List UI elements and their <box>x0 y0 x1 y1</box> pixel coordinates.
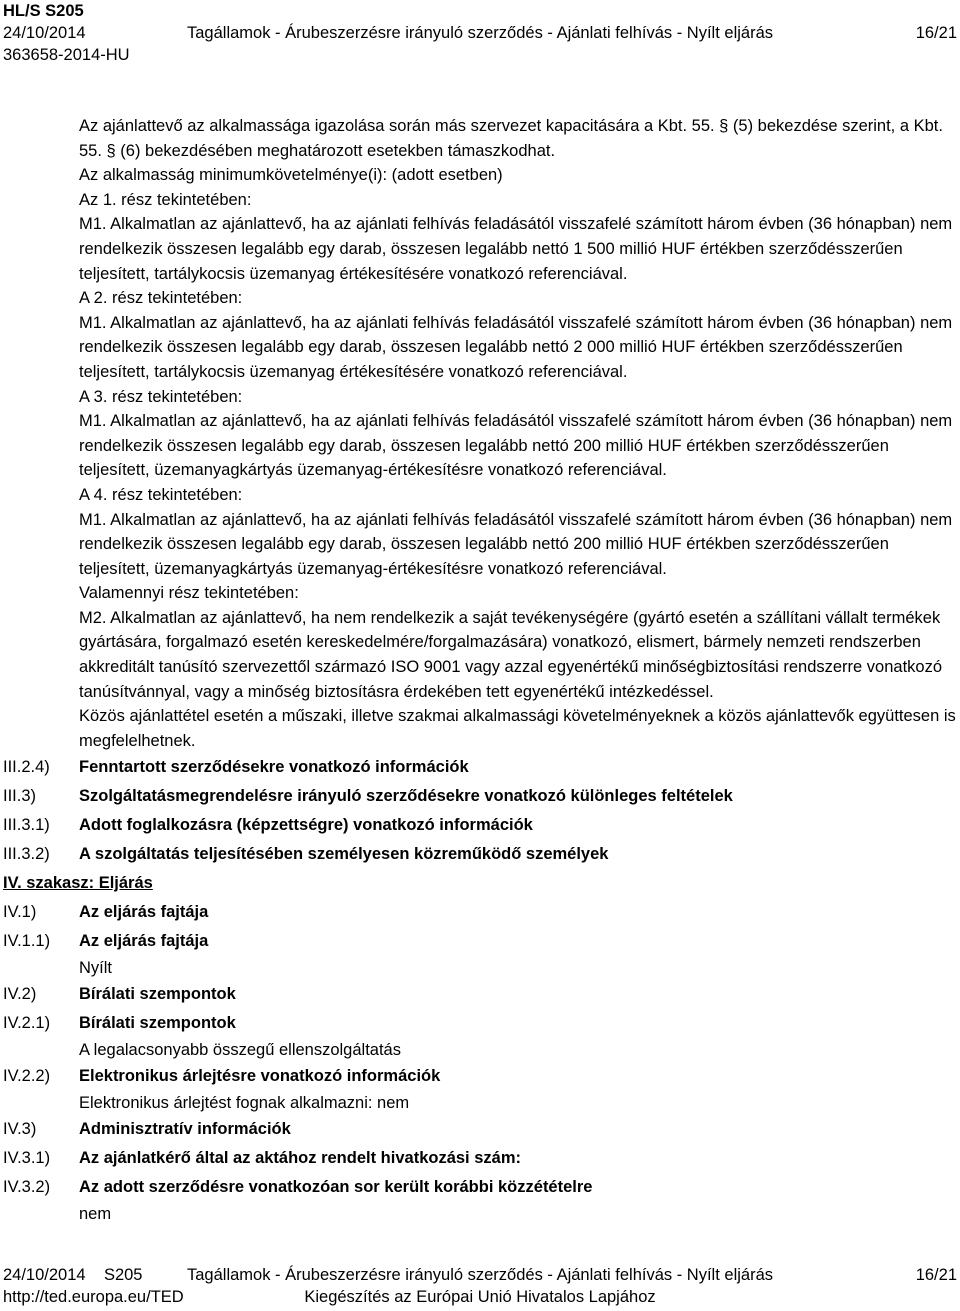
paragraph: Az 1. rész tekintetében: <box>79 190 252 209</box>
section-iv-2-2 <box>0 1062 960 1115</box>
header-date: 24/10/2014 <box>3 24 86 42</box>
paragraph: M1. Alkalmatlan az ajánlattevő, ha az ajánlati felhívás feladásától visszafelé számított három évben (36 hónapban) nem rendelkezik összesen legalább egy darab, összesen legalább nettó 2 000 millió HUF értékben szerződésszerűen teljesített, tartálykocsis üzemanyag értékesítésére vonatkozó referenciával. <box>79 313 953 381</box>
doc-id: HL/S S205 <box>3 2 84 20</box>
section-number: III.3.1) <box>3 816 50 835</box>
section-number: IV.2) <box>3 985 37 1004</box>
paragraph: Valamennyi rész tekintetében: <box>79 584 299 603</box>
section-iv-1 <box>0 898 960 927</box>
paragraph: Az alkalmasság minimumkövetelménye(i): (adott esetben) <box>79 166 503 185</box>
paragraph: Közös ajánlattétel esetén a műszaki, illetve szakmai alkalmassági követelményeknek a közös ajánlattevők együttesen is megfelelhetnek. <box>79 707 956 750</box>
section-title: A szolgáltatás teljesítésében személyesen közreműködő személyek <box>79 845 609 864</box>
intro-block <box>79 114 956 753</box>
page-footer <box>3 1264 957 1308</box>
section-title: Szolgáltatásmegrendelésre irányuló szerződésekre vonatkozó különleges feltételek <box>79 787 733 806</box>
section-number: IV.2.2) <box>3 1067 51 1086</box>
paragraph: A 4. rész tekintetében: <box>79 485 243 504</box>
section-iii-3-1 <box>0 811 960 840</box>
section-title: Az eljárás fajtája <box>79 903 209 922</box>
section-iv-3-2 <box>0 1173 960 1226</box>
header-page: 16/21 <box>915 24 957 42</box>
section-iv-2 <box>0 980 960 1009</box>
footer-title: Tagállamok - Árubeszerzésre irányuló szerződés - Ajánlati felhívás - Nyílt eljárás <box>187 1266 773 1284</box>
page-header <box>3 0 957 66</box>
section-iv-3 <box>0 1115 960 1144</box>
footer-series: S205 <box>103 1266 143 1284</box>
part-heading: IV. szakasz: Eljárás <box>3 874 153 893</box>
section-number: IV.1.1) <box>3 932 51 951</box>
section-iv-2-1 <box>0 1009 960 1062</box>
footer-date: 24/10/2014 <box>3 1266 86 1284</box>
section-title: Bírálati szempontok <box>79 1014 236 1033</box>
section-iii-3 <box>0 782 960 811</box>
notice-number: 363658-2014-HU <box>3 46 130 64</box>
section-number: IV.3.1) <box>3 1149 51 1168</box>
section-number: IV.2.1) <box>3 1014 51 1033</box>
section-iii-2-4 <box>0 753 960 782</box>
section-number: IV.3.2) <box>3 1178 51 1197</box>
section-iii-3-2 <box>0 840 960 869</box>
paragraph: M1. Alkalmatlan az ajánlattevő, ha az ajánlati felhívás feladásától visszafelé számított három évben (36 hónapban) nem rendelkezik összesen legalább egy darab, összesen legalább nettó 1 500 millió HUF értékben szerződésszerűen teljesített, tartálykocsis üzemanyag értékesítésére vonatkozó referenciával. <box>79 215 953 283</box>
section-title: Az adott szerződésre vonatkozóan sor került korábbi közzétételre <box>79 1178 593 1197</box>
footer-url-link[interactable]: http://ted.europa.eu/TED <box>3 1288 184 1306</box>
header-title: Tagállamok - Árubeszerzésre irányuló szerződés - Ajánlati felhívás - Nyílt eljárás <box>187 24 773 42</box>
section-value: nem <box>79 1205 112 1224</box>
section-title: Az ajánlatkérő által az aktához rendelt hivatkozási szám: <box>79 1149 521 1168</box>
section-iv-3-1 <box>0 1144 960 1173</box>
paragraph: Az ajánlattevő az alkalmassága igazolása során más szervezet kapacitására a Kbt. 55. § (5) bekezdése szerint, a Kbt. 55. § (6) bekezdésében meghatározott esetekben támaszkodhat. <box>79 117 943 160</box>
section-value: A legalacsonyabb összegű ellenszolgáltatás <box>79 1041 401 1060</box>
section-number: IV.1) <box>3 903 37 922</box>
section-value: Nyílt <box>79 959 112 978</box>
section-number: III.2.4) <box>3 758 50 777</box>
paragraph: M2. Alkalmatlan az ajánlattevő, ha nem rendelkezik a saját tevékenységére (gyártó esetén a szállítani vállalt termékek gyártására, forgalmazó esetén kereskedelmére/forgalmazására) vonatkozó, elismert, bármely nemzeti rendszerben akkreditált tanúsító szervezettől származó ISO 9001 vagy azzal egyenértékű minőségbiztosítási rendszerre vonatkozó tanúsítvánnyal, vagy a minőség biztosításra érdekében tett egyenértékű intézkedéssel. <box>79 608 943 701</box>
paragraph: M1. Alkalmatlan az ajánlattevő, ha az ajánlati felhívás feladásától visszafelé számított három évben (36 hónapban) nem rendelkezik összesen legalább egy darab, összesen legalább nettó 200 millió HUF értékben szerződésszerűen teljesített, üzemanyagkártyás üzemanyag-értékesítésre vonatkozó referenciával. <box>79 510 953 578</box>
section-number: III.3.2) <box>3 845 50 864</box>
section-number: III.3) <box>3 787 37 806</box>
section-iv-1-1 <box>0 927 960 980</box>
footer-publisher: Kiegészítés az Európai Unió Hivatalos Lapjához <box>304 1288 656 1306</box>
section-title: Adott foglalkozásra (képzettségre) vonatkozó információk <box>79 816 533 835</box>
section-title: Adminisztratív információk <box>79 1120 291 1139</box>
paragraph: M1. Alkalmatlan az ajánlattevő, ha az ajánlati felhívás feladásától visszafelé számított három évben (36 hónapban) nem rendelkezik összesen legalább egy darab, összesen legalább nettó 200 millió HUF értékben szerződésszerűen teljesített, üzemanyagkártyás üzemanyag-értékesítésre vonatkozó referenciával. <box>79 412 953 480</box>
footer-page: 16/21 <box>915 1266 957 1284</box>
paragraph: A 3. rész tekintetében: <box>79 387 243 406</box>
section-number: IV.3) <box>3 1120 37 1139</box>
section-value: Elektronikus árlejtést fognak alkalmazni: nem <box>79 1094 410 1113</box>
section-title: Az eljárás fajtája <box>79 932 209 951</box>
section-title: Bírálati szempontok <box>79 985 236 1004</box>
document-body <box>0 114 960 1226</box>
section-title: Fenntartott szerződésekre vonatkozó információk <box>79 758 469 777</box>
section-title: Elektronikus árlejtésre vonatkozó információk <box>79 1067 441 1086</box>
paragraph: A 2. rész tekintetében: <box>79 289 243 308</box>
